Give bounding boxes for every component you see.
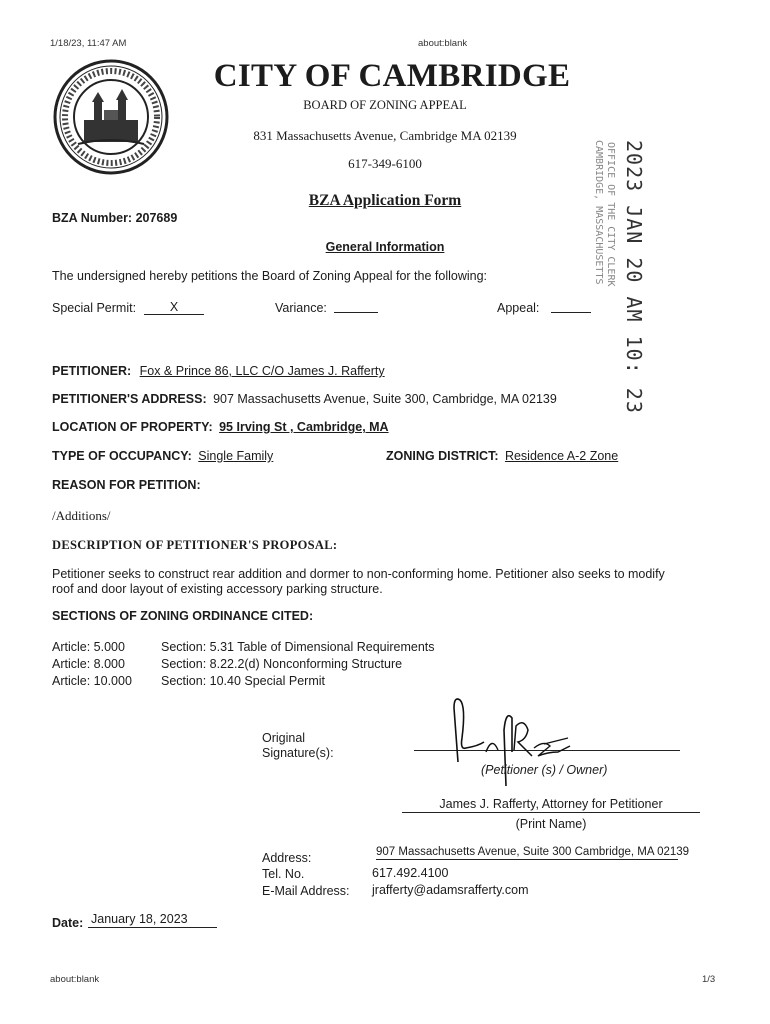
ordinance-section: Section: 10.40 Special Permit: [161, 674, 325, 688]
appeal-label: Appeal:: [497, 301, 540, 315]
ordinance-article: Article: 8.000: [52, 657, 125, 671]
petitioner-address-value: 907 Massachusetts Avenue, Suite 300, Cambridge, MA 02139: [213, 392, 557, 406]
variance-label: Variance:: [275, 301, 327, 315]
location-value: 95 Irving St , Cambridge, MA: [219, 420, 389, 434]
stamp-office: OFFICE OF THE CITY CLERK: [605, 142, 616, 287]
zoning-row: [386, 447, 618, 465]
petitioner-label: PETITIONER:: [52, 364, 132, 378]
petitioner-row: [52, 362, 385, 380]
date-value: January 18, 2023: [88, 912, 217, 928]
board-name: BOARD OF ZONING APPEAL: [303, 98, 467, 112]
sections-label: SECTIONS OF ZONING ORDINANCE CITED:: [52, 609, 314, 623]
description-line-2: roof and door layout of existing accessory parking structure.: [52, 582, 383, 596]
stamp-city: CAMBRIDGE, MASSACHUSETTS: [593, 140, 604, 285]
description-label: DESCRIPTION OF PETITIONER'S PROPOSAL:: [52, 538, 338, 552]
contact-tel-value: 617.492.4100: [372, 866, 449, 880]
variance-field: [334, 312, 378, 313]
clerk-stamp: [580, 140, 650, 414]
print-page-number: 1/3: [702, 974, 716, 985]
print-page-title: about:blank: [418, 38, 468, 49]
contact-email-label: E-Mail Address:: [262, 884, 350, 898]
petitioner-address-label: PETITIONER'S ADDRESS:: [52, 392, 207, 406]
reason-label: REASON FOR PETITION:: [52, 478, 201, 492]
date-label: Date:: [52, 916, 84, 930]
ordinance-article: Article: 10.000: [52, 674, 132, 688]
description-line-1: Petitioner seeks to construct rear addition and dormer to non-conforming home. Petitioner also seeks to modify: [52, 567, 665, 581]
signature-s-label: Signature(s):: [262, 746, 334, 760]
city-address: 831 Massachusetts Avenue, Cambridge MA 02139: [253, 128, 517, 143]
handwritten-signature: [440, 690, 590, 800]
occupancy-row: [52, 447, 273, 465]
intro-text: The undersigned hereby petitions the Board of Zoning Appeal for the following:: [52, 269, 488, 283]
section-title: General Information: [325, 240, 445, 254]
occupancy-label: TYPE OF OCCUPANCY:: [52, 449, 192, 463]
occupancy-value: Single Family: [198, 449, 274, 463]
petitioner-address-row: [52, 390, 557, 408]
contact-tel-label: Tel. No.: [262, 867, 305, 881]
ordinance-section: Section: 8.22.2(d) Nonconforming Structure: [161, 657, 403, 671]
form-title: BZA Application Form: [308, 192, 462, 209]
signature-role-caption: (Petitioner (s) / Owner): [481, 763, 608, 777]
zoning-value: Residence A-2 Zone: [504, 449, 619, 463]
original-signature-label: Original: [262, 731, 306, 745]
city-title: CITY OF CAMBRIDGE: [213, 58, 571, 94]
bza-number: BZA Number: 207689: [52, 211, 178, 225]
zoning-label: ZONING DISTRICT:: [386, 449, 499, 463]
appeal-field: [551, 312, 591, 313]
ordinance-article: Article: 5.000: [52, 640, 125, 654]
ordinance-section: Section: 5.31 Table of Dimensional Requirements: [161, 640, 435, 654]
city-phone: 617-349-6100: [348, 156, 422, 171]
reason-value: /Additions/: [52, 508, 111, 523]
special-permit-label: Special Permit:: [52, 301, 137, 315]
contact-address-label: Address:: [262, 851, 312, 865]
contact-email-value: jrafferty@adamsrafferty.com: [372, 883, 529, 897]
print-footer-url: about:blank: [50, 974, 100, 985]
printed-name: James J. Rafferty, Attorney for Petitioner: [402, 797, 700, 813]
petitioner-value: Fox & Prince 86, LLC C/O James J. Rafferty: [139, 364, 385, 378]
print-timestamp: 1/18/23, 11:47 AM: [50, 38, 127, 49]
stamp-date: 2023 JAN 20 AM 10: 23: [622, 140, 646, 414]
print-name-caption: (Print Name): [515, 817, 587, 831]
special-permit-field: X: [144, 300, 204, 315]
contact-address-value: 907 Massachusetts Avenue, Suite 300 Cambridge, MA 02139: [376, 846, 690, 858]
location-row: [52, 418, 389, 436]
location-label: LOCATION OF PROPERTY:: [52, 420, 213, 434]
